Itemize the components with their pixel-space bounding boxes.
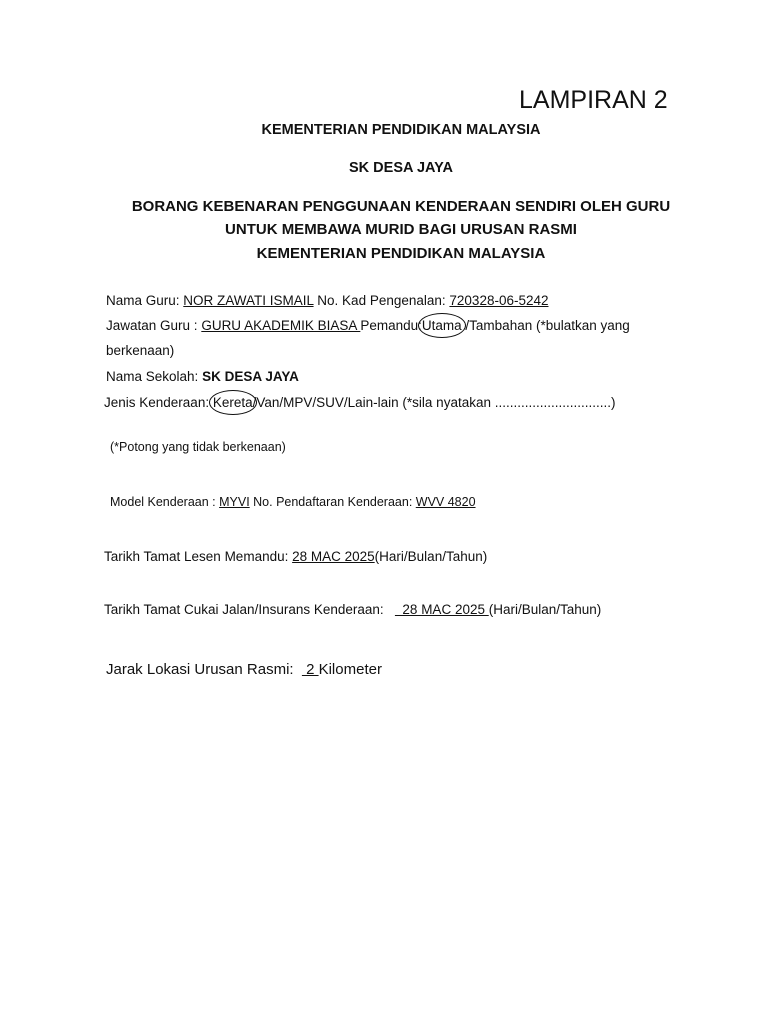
jawatan-value: GURU AKADEMIK BIASA: [201, 318, 361, 333]
model-label: Model Kenderaan :: [110, 495, 220, 509]
jenis-kenderaan-row: [104, 395, 616, 410]
sekolah-row: [106, 369, 299, 384]
sekolah-value: SK DESA JAYA: [202, 369, 299, 384]
jawatan-label: Jawatan Guru :: [106, 318, 202, 333]
pemandu-options: /Tambahan (*bulatkan yang: [461, 318, 630, 333]
model-value: MYVI: [219, 495, 250, 509]
nama-guru-value: NOR ZAWATI ISMAIL: [183, 293, 314, 308]
jarak-row: [106, 661, 382, 678]
jarak-value: 2: [301, 661, 319, 678]
jarak-suffix: Kilometer: [318, 661, 382, 678]
jenis-label: Jenis Kenderaan:: [104, 395, 213, 410]
lampiran-label: LAMPIRAN 2: [519, 86, 668, 114]
school-heading: SK DESA JAYA: [349, 160, 453, 176]
jawatan-row: [106, 318, 630, 333]
jarak-label: Jarak Lokasi Urusan Rasmi:: [106, 661, 302, 678]
form-title-line-2: UNTUK MEMBAWA MURID BAGI URUSAN RASMI: [225, 221, 577, 238]
cukai-row: [104, 602, 601, 617]
model-row: [110, 495, 476, 509]
cukai-suffix: (Hari/Bulan/Tahun): [488, 602, 602, 617]
nama-guru-row: [106, 293, 549, 308]
cukai-label: Tarikh Tamat Cukai Jalan/Insurans Kenderaan:: [104, 602, 395, 617]
cukai-value: 28 MAC 2025: [394, 602, 489, 617]
nama-guru-label: Nama Guru:: [106, 293, 184, 308]
lesen-value: 28 MAC 2025: [292, 549, 375, 564]
pendaftaran-label: No. Pendaftaran Kenderaan:: [249, 495, 416, 509]
jenis-options: /Van/MPV/SUV/Lain-lain (*sila nyatakan ...............................): [252, 395, 616, 410]
jenis-selected-circled: Kereta: [212, 395, 253, 410]
kad-label: No. Kad Pengenalan:: [313, 293, 450, 308]
pemandu-continuation: berkenaan): [106, 343, 175, 358]
pemandu-label: Pemandu:: [360, 318, 422, 333]
sekolah-label: Nama Sekolah:: [106, 369, 203, 384]
pemandu-selected-circled: Utama: [421, 318, 462, 333]
lesen-suffix: (Hari/Bulan/Tahun): [374, 549, 488, 564]
form-title-line-3: KEMENTERIAN PENDIDIKAN MALAYSIA: [256, 245, 546, 262]
potong-note: (*Potong yang tidak berkenaan): [110, 440, 286, 454]
lesen-label: Tarikh Tamat Lesen Memandu:: [104, 549, 293, 564]
ministry-heading: KEMENTERIAN PENDIDIKAN MALAYSIA: [261, 122, 541, 138]
pendaftaran-value: WVV 4820: [415, 495, 476, 509]
lesen-row: [104, 549, 487, 564]
form-title-line-1: BORANG KEBENARAN PENGGUNAAN KENDERAAN SENDIRI OLEH GURU: [131, 198, 671, 215]
kad-value: 720328-06-5242: [449, 293, 549, 308]
